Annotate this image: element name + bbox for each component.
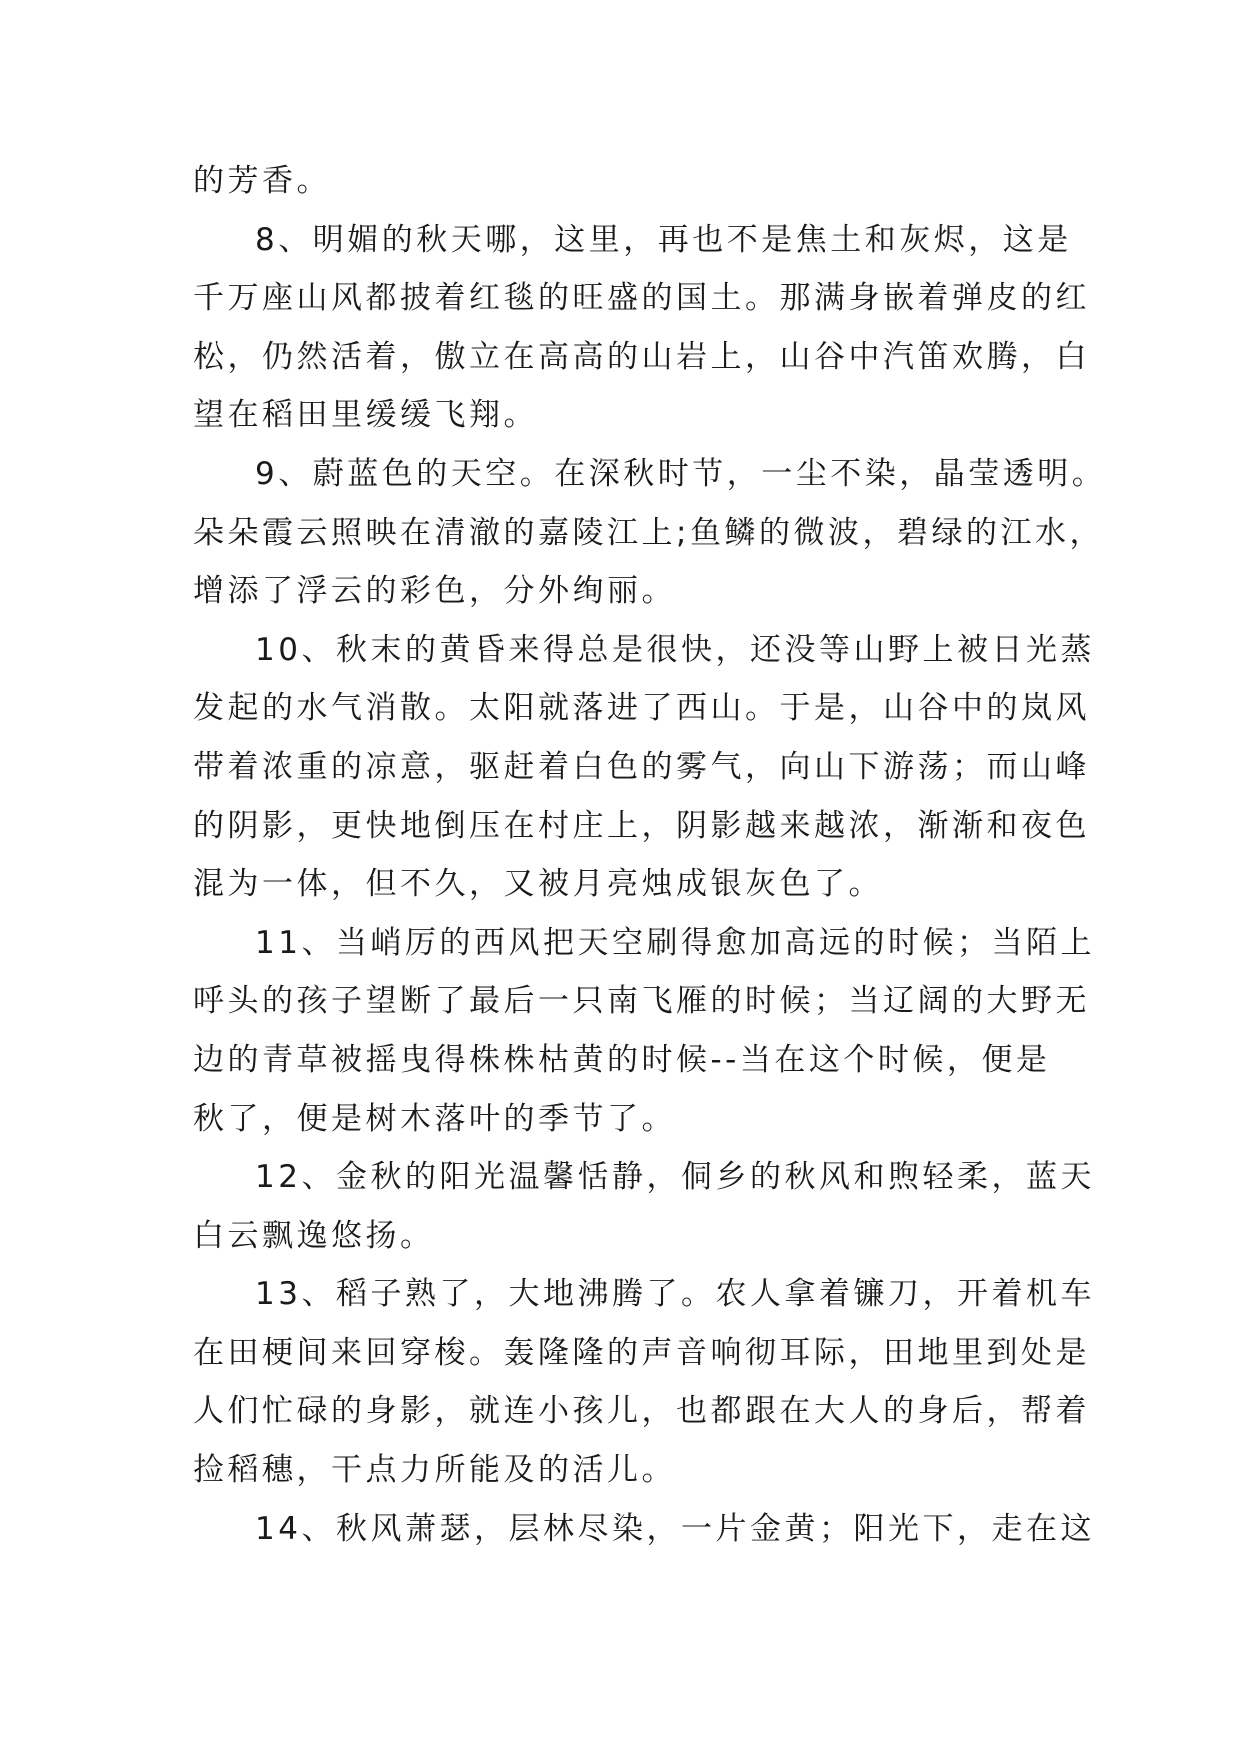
text-line: 秋了，便是树木落叶的季节了。 (193, 1100, 676, 1137)
text-line: 松，仍然活着，傲立在高高的山岩上，山谷中汽笛欢腾，白 (193, 338, 1090, 375)
text-line: 混为一体，但不久，又被月亮烛成银灰色了。 (193, 866, 883, 903)
text-line: 11、当峭厉的西风把天空刷得愈加高远的时候；当陌上 (255, 924, 1095, 961)
text-line: 10、秋末的黄昏来得总是很快，还没等山野上被日光蒸 (255, 631, 1095, 668)
text-line: 14、秋风萧瑟，层林尽染，一片金黄；阳光下，走在这 (255, 1510, 1095, 1547)
text-line: 朵朵霞云照映在清澈的嘉陵江上;鱼鳞的微波，碧绿的江水， (193, 514, 1104, 551)
text-line: 带着浓重的凉意，驱赶着白色的雾气，向山下游荡；而山峰 (193, 748, 1090, 785)
document-body (193, 152, 1107, 1558)
text-line: 13、稻子熟了，大地沸腾了。农人拿着镰刀，开着机车 (255, 1276, 1095, 1313)
text-line: 12、金秋的阳光温馨恬静，侗乡的秋风和煦轻柔，蓝天 (255, 1159, 1095, 1196)
text-line: 望在稻田里缓缓飞翔。 (193, 397, 538, 434)
text-line: 在田梗间来回穿梭。轰隆隆的声音响彻耳际，田地里到处是 (193, 1334, 1090, 1371)
text-line: 9、蔚蓝色的天空。在深秋时节，一尘不染，晶莹透明。 (255, 455, 1107, 492)
text-line: 边的青草被摇曳得株株枯黄的时候--当在这个时候，便是 (193, 1041, 1051, 1078)
text-line: 捡稻穗，干点力所能及的活儿。 (193, 1452, 676, 1489)
text-line: 8、明媚的秋天哪，这里，再也不是焦土和灰烬，这是 (255, 221, 1072, 258)
text-line: 发起的水气消散。太阳就落进了西山。于是，山谷中的岚风 (193, 690, 1090, 727)
text-line: 人们忙碌的身影，就连小孩儿，也都跟在大人的身后，帮着 (193, 1393, 1090, 1430)
text-line: 白云飘逸悠扬。 (193, 1217, 435, 1254)
text-line: 的阴影，更快地倒压在村庄上，阴影越来越浓，渐渐和夜色 (193, 807, 1090, 844)
text-line: 增添了浮云的彩色，分外绚丽。 (193, 573, 676, 610)
text-line: 千万座山风都披着红毯的旺盛的国土。那满身嵌着弹皮的红 (193, 280, 1090, 317)
text-line: 的芳香。 (193, 163, 331, 199)
text-line: 呼头的孩子望断了最后一只南飞雁的时候；当辽阔的大野无 (193, 983, 1090, 1020)
